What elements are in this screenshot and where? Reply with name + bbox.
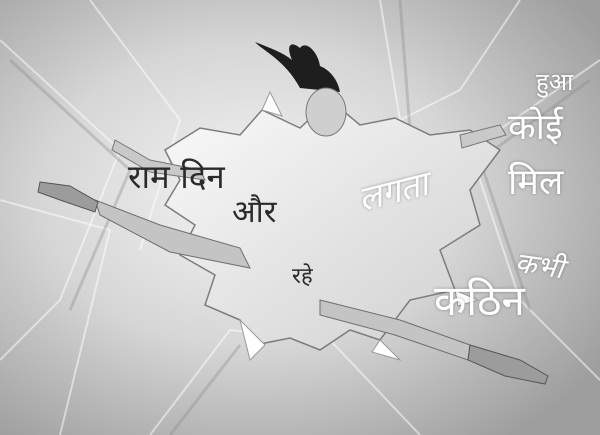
word-ram-din: राम दिन xyxy=(128,157,225,196)
word-kabhi: कभी xyxy=(513,245,566,286)
word-mil: मिल xyxy=(508,162,564,203)
word-lagta: लगता xyxy=(354,164,433,220)
dancer-head xyxy=(306,88,346,136)
word-hua: हुआ xyxy=(536,68,574,96)
word-rahe: रहे xyxy=(292,264,313,289)
word-kathin: कठिन xyxy=(434,276,525,325)
word-aur: और xyxy=(232,194,277,230)
word-koi: कोई xyxy=(508,107,563,148)
